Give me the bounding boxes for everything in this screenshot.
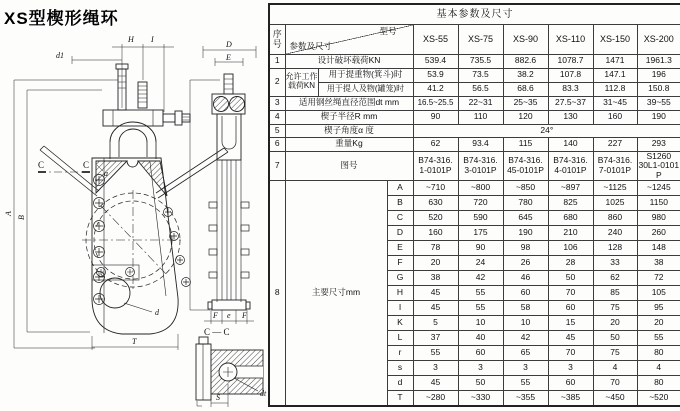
cell-value: 160 [593, 110, 637, 124]
cell-value: ~280 [413, 391, 458, 406]
cell-value: 590 [458, 211, 503, 226]
side-view [190, 46, 256, 324]
table-row [269, 96, 680, 110]
cell-value: 190 [503, 226, 548, 241]
cell-value: 45 [413, 376, 458, 391]
dim-label-alpha: a [104, 169, 108, 178]
cell-value: 630 [413, 196, 458, 211]
model-header: XS-110 [548, 24, 593, 54]
cell-value: B74-316. 7-0101P [593, 151, 637, 181]
dim-label-b: B [17, 215, 26, 220]
cell-value: 85 [593, 286, 637, 301]
model-header: XS-90 [503, 24, 548, 54]
row-label: 重量Kg [285, 137, 413, 151]
cell-value-span: 24° [413, 124, 680, 137]
cell-value: 33 [593, 256, 637, 271]
corner-model-label: 型号 [379, 25, 397, 36]
cell-value: 62 [593, 271, 637, 286]
cell-value: 148 [637, 241, 680, 256]
cell-value: 56.5 [458, 82, 503, 96]
cell-value: 140 [548, 137, 593, 151]
cell-value: 20 [637, 316, 680, 331]
cell-value: ~1125 [593, 181, 637, 196]
cell-value: 539.4 [413, 54, 458, 68]
dim-letter: C [387, 211, 413, 226]
cell-value: 196 [637, 68, 680, 82]
dim-label-e-side: E [226, 53, 231, 62]
dim-letter: G [387, 271, 413, 286]
dim-letter: H [387, 286, 413, 301]
table-header-row [269, 24, 680, 54]
cell-value: 25~35 [503, 96, 548, 110]
cell-value: 55 [458, 286, 503, 301]
cell-value: 46 [503, 271, 548, 286]
row-label: 图号 [285, 151, 413, 181]
cell-value: 106 [548, 241, 593, 256]
row-num: 2 [269, 68, 285, 96]
cell-value: 45 [413, 301, 458, 316]
dim-letter: L [387, 331, 413, 346]
cell-value: 10 [458, 316, 503, 331]
dims-row [269, 181, 680, 196]
cell-value: ~355 [503, 391, 548, 406]
dim-label-s: S [216, 393, 220, 402]
cell-value: 80 [637, 376, 680, 391]
table-caption-row [269, 4, 680, 24]
cell-value: B74-316. 45-0101P [503, 151, 548, 181]
dim-label-d1: d1 [56, 51, 64, 60]
cell-value: 107.8 [548, 68, 593, 82]
cell-value: 130 [548, 110, 593, 124]
cell-value: 10 [503, 316, 548, 331]
cell-value: 62 [413, 137, 458, 151]
dim-label-t: T [132, 337, 137, 346]
cell-value: 645 [503, 211, 548, 226]
cell-value: 55 [458, 301, 503, 316]
table-row [269, 68, 680, 82]
dim-letter: s [387, 361, 413, 376]
cell-value: 75 [593, 346, 637, 361]
cell-value: 105 [637, 286, 680, 301]
cell-value: 53.9 [413, 68, 458, 82]
cell-value: B74-316. 4-0101P [548, 151, 593, 181]
model-header: XS-150 [593, 24, 637, 54]
cell-value: 70 [548, 286, 593, 301]
cell-value: 150.8 [637, 82, 680, 96]
row-num: 6 [269, 137, 285, 151]
dim-label-a: A [4, 211, 13, 216]
cell-value: 112.8 [593, 82, 637, 96]
cell-value: ~520 [637, 391, 680, 406]
cell-value: 78 [413, 241, 458, 256]
corner-param-label: 参数及尺寸 [289, 40, 333, 51]
cell-value: 50 [458, 376, 503, 391]
row-num: 8 [269, 181, 285, 406]
dim-label-h: H [128, 35, 134, 44]
row-label: 允许工作载荷KN [285, 68, 318, 96]
dim-letter: d [387, 376, 413, 391]
cell-value: 120 [503, 110, 548, 124]
row-sublabel: 用于提人及物(罐笼)时 [318, 82, 413, 96]
cell-value: ~330 [458, 391, 503, 406]
row-label: 楔子半径R mm [285, 110, 413, 124]
front-view [14, 44, 228, 350]
cell-value: 45 [548, 331, 593, 346]
cell-value: 1471 [593, 54, 637, 68]
cell-value: 31~45 [593, 96, 637, 110]
cell-value: 147.1 [593, 68, 637, 82]
table-row [269, 54, 680, 68]
cell-value: 38.2 [503, 68, 548, 82]
model-header: XS-200 [637, 24, 680, 54]
cell-value: 42 [503, 331, 548, 346]
cell-value: 38 [413, 271, 458, 286]
cell-value: 60 [548, 301, 593, 316]
cell-value: ~385 [548, 391, 593, 406]
cell-value: 175 [458, 226, 503, 241]
table-caption: 基本参数及尺寸 [269, 4, 680, 24]
cell-value: ~450 [593, 391, 637, 406]
cell-value: 50 [593, 331, 637, 346]
row-num: 3 [269, 96, 285, 110]
row-label: 适用钢丝绳直径范围dt mm [285, 96, 413, 110]
section-title: C — C [204, 327, 230, 337]
spec-table [268, 3, 680, 407]
cell-value: 65 [503, 346, 548, 361]
row-num: 7 [269, 151, 285, 181]
cell-value: 83.3 [548, 82, 593, 96]
cell-value: 60 [503, 286, 548, 301]
dim-label-e-bot: e [227, 311, 231, 320]
cell-value: 780 [503, 196, 548, 211]
cell-value: 3 [503, 361, 548, 376]
cell-value: 73.5 [458, 68, 503, 82]
dim-label-f2: F [242, 311, 247, 320]
cell-value: 37 [413, 331, 458, 346]
cell-value: 227 [593, 137, 637, 151]
dim-label-d-hole: d [155, 308, 159, 317]
table-row [269, 110, 680, 124]
cell-value: 50 [548, 271, 593, 286]
dim-letter: F [387, 256, 413, 271]
cell-value: 45 [413, 286, 458, 301]
dim-letter: r [387, 346, 413, 361]
cell-value: 160 [413, 226, 458, 241]
cell-value: 40 [458, 331, 503, 346]
cell-value: ~850 [503, 181, 548, 196]
technical-drawing [0, 0, 268, 411]
cell-value: 1961.3 [637, 54, 680, 68]
cell-value: 90 [458, 241, 503, 256]
table-row [269, 151, 680, 181]
cell-value: 4 [593, 361, 637, 376]
table-row [269, 124, 680, 137]
cell-value: 55 [503, 376, 548, 391]
cell-value: 15 [548, 316, 593, 331]
cell-value: 3 [548, 361, 593, 376]
dim-letter: I [387, 301, 413, 316]
dim-label-f1: F [213, 311, 218, 320]
cell-value: 680 [548, 211, 593, 226]
cell-value: 520 [413, 211, 458, 226]
cell-value: 80 [637, 346, 680, 361]
cell-value: 735.5 [458, 54, 503, 68]
dims-label: 主要尺寸mm [285, 181, 387, 406]
cell-value: 72 [637, 271, 680, 286]
cell-value: S1260 30L1-0101P [638, 151, 680, 180]
cell-value: 293 [637, 137, 680, 151]
diagonal-split [286, 25, 413, 54]
cell-value: 5 [413, 316, 458, 331]
cell-value: 860 [593, 211, 637, 226]
cell-value: 28 [548, 256, 593, 271]
cell-value: 55 [413, 346, 458, 361]
table-row [269, 137, 680, 151]
cell-value: 3 [413, 361, 458, 376]
cell-value: 26 [503, 256, 548, 271]
dim-letter: E [387, 241, 413, 256]
cell-value: 70 [593, 376, 637, 391]
dim-letter: D [387, 226, 413, 241]
cell-value: 190 [637, 110, 680, 124]
cell-value: ~710 [413, 181, 458, 196]
dim-letter: T [387, 391, 413, 406]
dim-label-d-side: D [226, 40, 232, 49]
cell-value: 882.6 [503, 54, 548, 68]
cell-value: 55 [637, 331, 680, 346]
dim-label-i: I [151, 35, 154, 44]
cell-value: ~897 [548, 181, 593, 196]
cell-value: 70 [548, 346, 593, 361]
section-mark-c-right: C [83, 160, 90, 170]
cell-value: 24 [458, 256, 503, 271]
cell-value: 3 [458, 361, 503, 376]
cell-value: 240 [593, 226, 637, 241]
cell-value: 42 [458, 271, 503, 286]
row-label: 楔子角度α 度 [285, 124, 413, 137]
table-row [269, 82, 680, 96]
page-title: XS型楔形绳环 [4, 9, 119, 28]
dim-letter: K [387, 316, 413, 331]
dim-letter: B [387, 196, 413, 211]
cell-value: 27.5~37 [548, 96, 593, 110]
cell-value: B74-316. 1-0101P [413, 151, 458, 181]
row-label: 设计破坏载荷KN [285, 54, 413, 68]
cell-value: 20 [593, 316, 637, 331]
cell-value: 1150 [637, 196, 680, 211]
row-num: 1 [269, 54, 285, 68]
cell-value: 110 [458, 110, 503, 124]
cell-value: 60 [458, 346, 503, 361]
cell-value: 16.5~25.5 [413, 96, 458, 110]
cell-value: B74-316. 3-0101P [458, 151, 503, 181]
cell-value: 128 [593, 241, 637, 256]
cell-value: 22~31 [458, 96, 503, 110]
cell-value: 90 [413, 110, 458, 124]
cell-value: 75 [593, 301, 637, 316]
cell-value: 58 [503, 301, 548, 316]
cell-value: 4 [637, 361, 680, 376]
cell-value: 95 [637, 301, 680, 316]
cell-value: 115 [503, 137, 548, 151]
cell-value: 825 [548, 196, 593, 211]
cell-value: 1078.7 [548, 54, 593, 68]
row-num: 4 [269, 110, 285, 124]
cell-value: 720 [458, 196, 503, 211]
cell-value: 210 [548, 226, 593, 241]
section-mark-c-left: C [38, 160, 45, 170]
cell-value: 1025 [593, 196, 637, 211]
cell-value: 60 [548, 376, 593, 391]
cell-value: 39~55 [637, 96, 680, 110]
cell-value: 93.4 [458, 137, 503, 151]
cell-value: ~800 [458, 181, 503, 196]
header-serial: 序号 [269, 24, 285, 54]
model-header: XS-75 [458, 24, 503, 54]
row-sublabel: 用于提重物(箕斗)时 [318, 68, 413, 82]
row-num: 5 [269, 124, 285, 137]
cell-value: 68.6 [503, 82, 548, 96]
cell-value: 38 [637, 256, 680, 271]
header-corner-cell [285, 24, 413, 54]
dim-letter: A [387, 181, 413, 196]
cell-value: 98 [503, 241, 548, 256]
model-header: XS-55 [413, 24, 458, 54]
cell-value: 980 [637, 211, 680, 226]
cell-value: ~1245 [637, 181, 680, 196]
cell-value: 41.2 [413, 82, 458, 96]
section-view [196, 337, 263, 407]
cell-value: 260 [637, 226, 680, 241]
cell-value: 20 [413, 256, 458, 271]
dim-label-dt: dt [260, 389, 267, 398]
